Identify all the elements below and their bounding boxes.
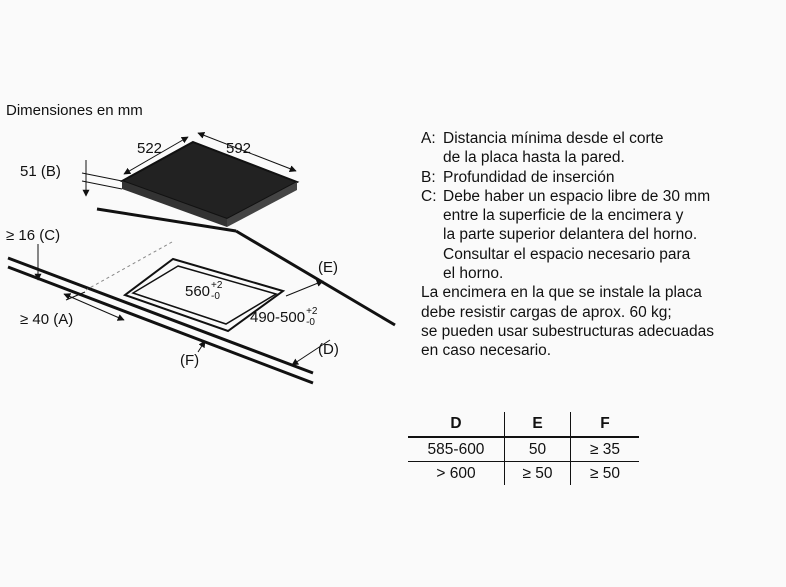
table-row (408, 462, 639, 486)
table-cell: ≥ 35 (571, 437, 640, 462)
notes-legend (421, 129, 714, 361)
note-key: B: (421, 168, 436, 186)
cutout-depth-value: 490-500 (250, 309, 306, 326)
label-e: (E) (318, 259, 338, 276)
dim-e-line (286, 281, 323, 296)
clearance-table (408, 412, 639, 485)
dim-f-line (198, 341, 205, 352)
dim-b-ext1 (82, 173, 122, 181)
note-line: de la placa hasta la pared. (443, 149, 625, 167)
note-b (421, 168, 714, 187)
dim-depth-label: 522 (137, 140, 163, 157)
note-line: Distancia mínima desde el corte (443, 130, 664, 147)
paragraph-line: en caso necesario. (421, 342, 552, 360)
dim-width-label: 592 (226, 140, 252, 157)
note-line: entre la superficie de la encimera y (443, 207, 684, 225)
note-key: C: (421, 187, 437, 205)
table-cell: 585-600 (408, 437, 505, 462)
load-paragraph (421, 283, 714, 360)
table-cell: ≥ 50 (505, 462, 571, 486)
cutout-dash (86, 242, 172, 290)
cutout-depth-label (250, 306, 318, 331)
note-line: Profundidad de inserción (443, 168, 615, 186)
note-line: Debe haber un espacio libre de 30 mm (443, 187, 711, 205)
note-line: el horno. (443, 265, 504, 283)
distance-a-label: ≥ 40 (A) (20, 311, 74, 328)
cutout-width-tol-plus: +2 (211, 280, 223, 291)
label-f: (F) (180, 352, 200, 369)
cutout-depth-tol-plus: +2 (306, 306, 318, 317)
note-line: la parte superior delantera del horno. (443, 226, 698, 244)
cutout-width-value: 560 (185, 283, 211, 300)
paragraph-line: debe resistir cargas de aprox. 60 kg; (421, 303, 672, 321)
dim-height-label: 51 (B) (20, 163, 61, 180)
note-c (421, 187, 714, 283)
cutout-width-label (185, 280, 223, 305)
note-line: Consultar el espacio necesario para (443, 245, 691, 263)
table-header-row (408, 412, 639, 437)
label-d: (D) (318, 341, 339, 358)
table-cell: 50 (505, 437, 571, 462)
table-header-d: D (450, 415, 462, 432)
page-title: Dimensiones en mm (6, 102, 143, 119)
table-cell: ≥ 50 (571, 462, 640, 486)
table-cell: > 600 (408, 462, 505, 486)
table-row (408, 437, 639, 462)
paragraph-line: se pueden usar subestructuras adecuadas (421, 322, 714, 340)
table-header-f: F (571, 412, 640, 437)
paragraph-line: La encimera en la que se instale la placa (421, 284, 702, 302)
cutout-width-tol-minus: -0 (211, 291, 220, 302)
table-header-e: E (505, 412, 571, 437)
dim-b-ext2 (82, 181, 122, 189)
cutout-depth-tol-minus: -0 (306, 317, 315, 328)
clearance-c-label: ≥ 16 (C) (6, 227, 61, 244)
note-a (421, 129, 714, 168)
note-key: A: (421, 130, 436, 147)
